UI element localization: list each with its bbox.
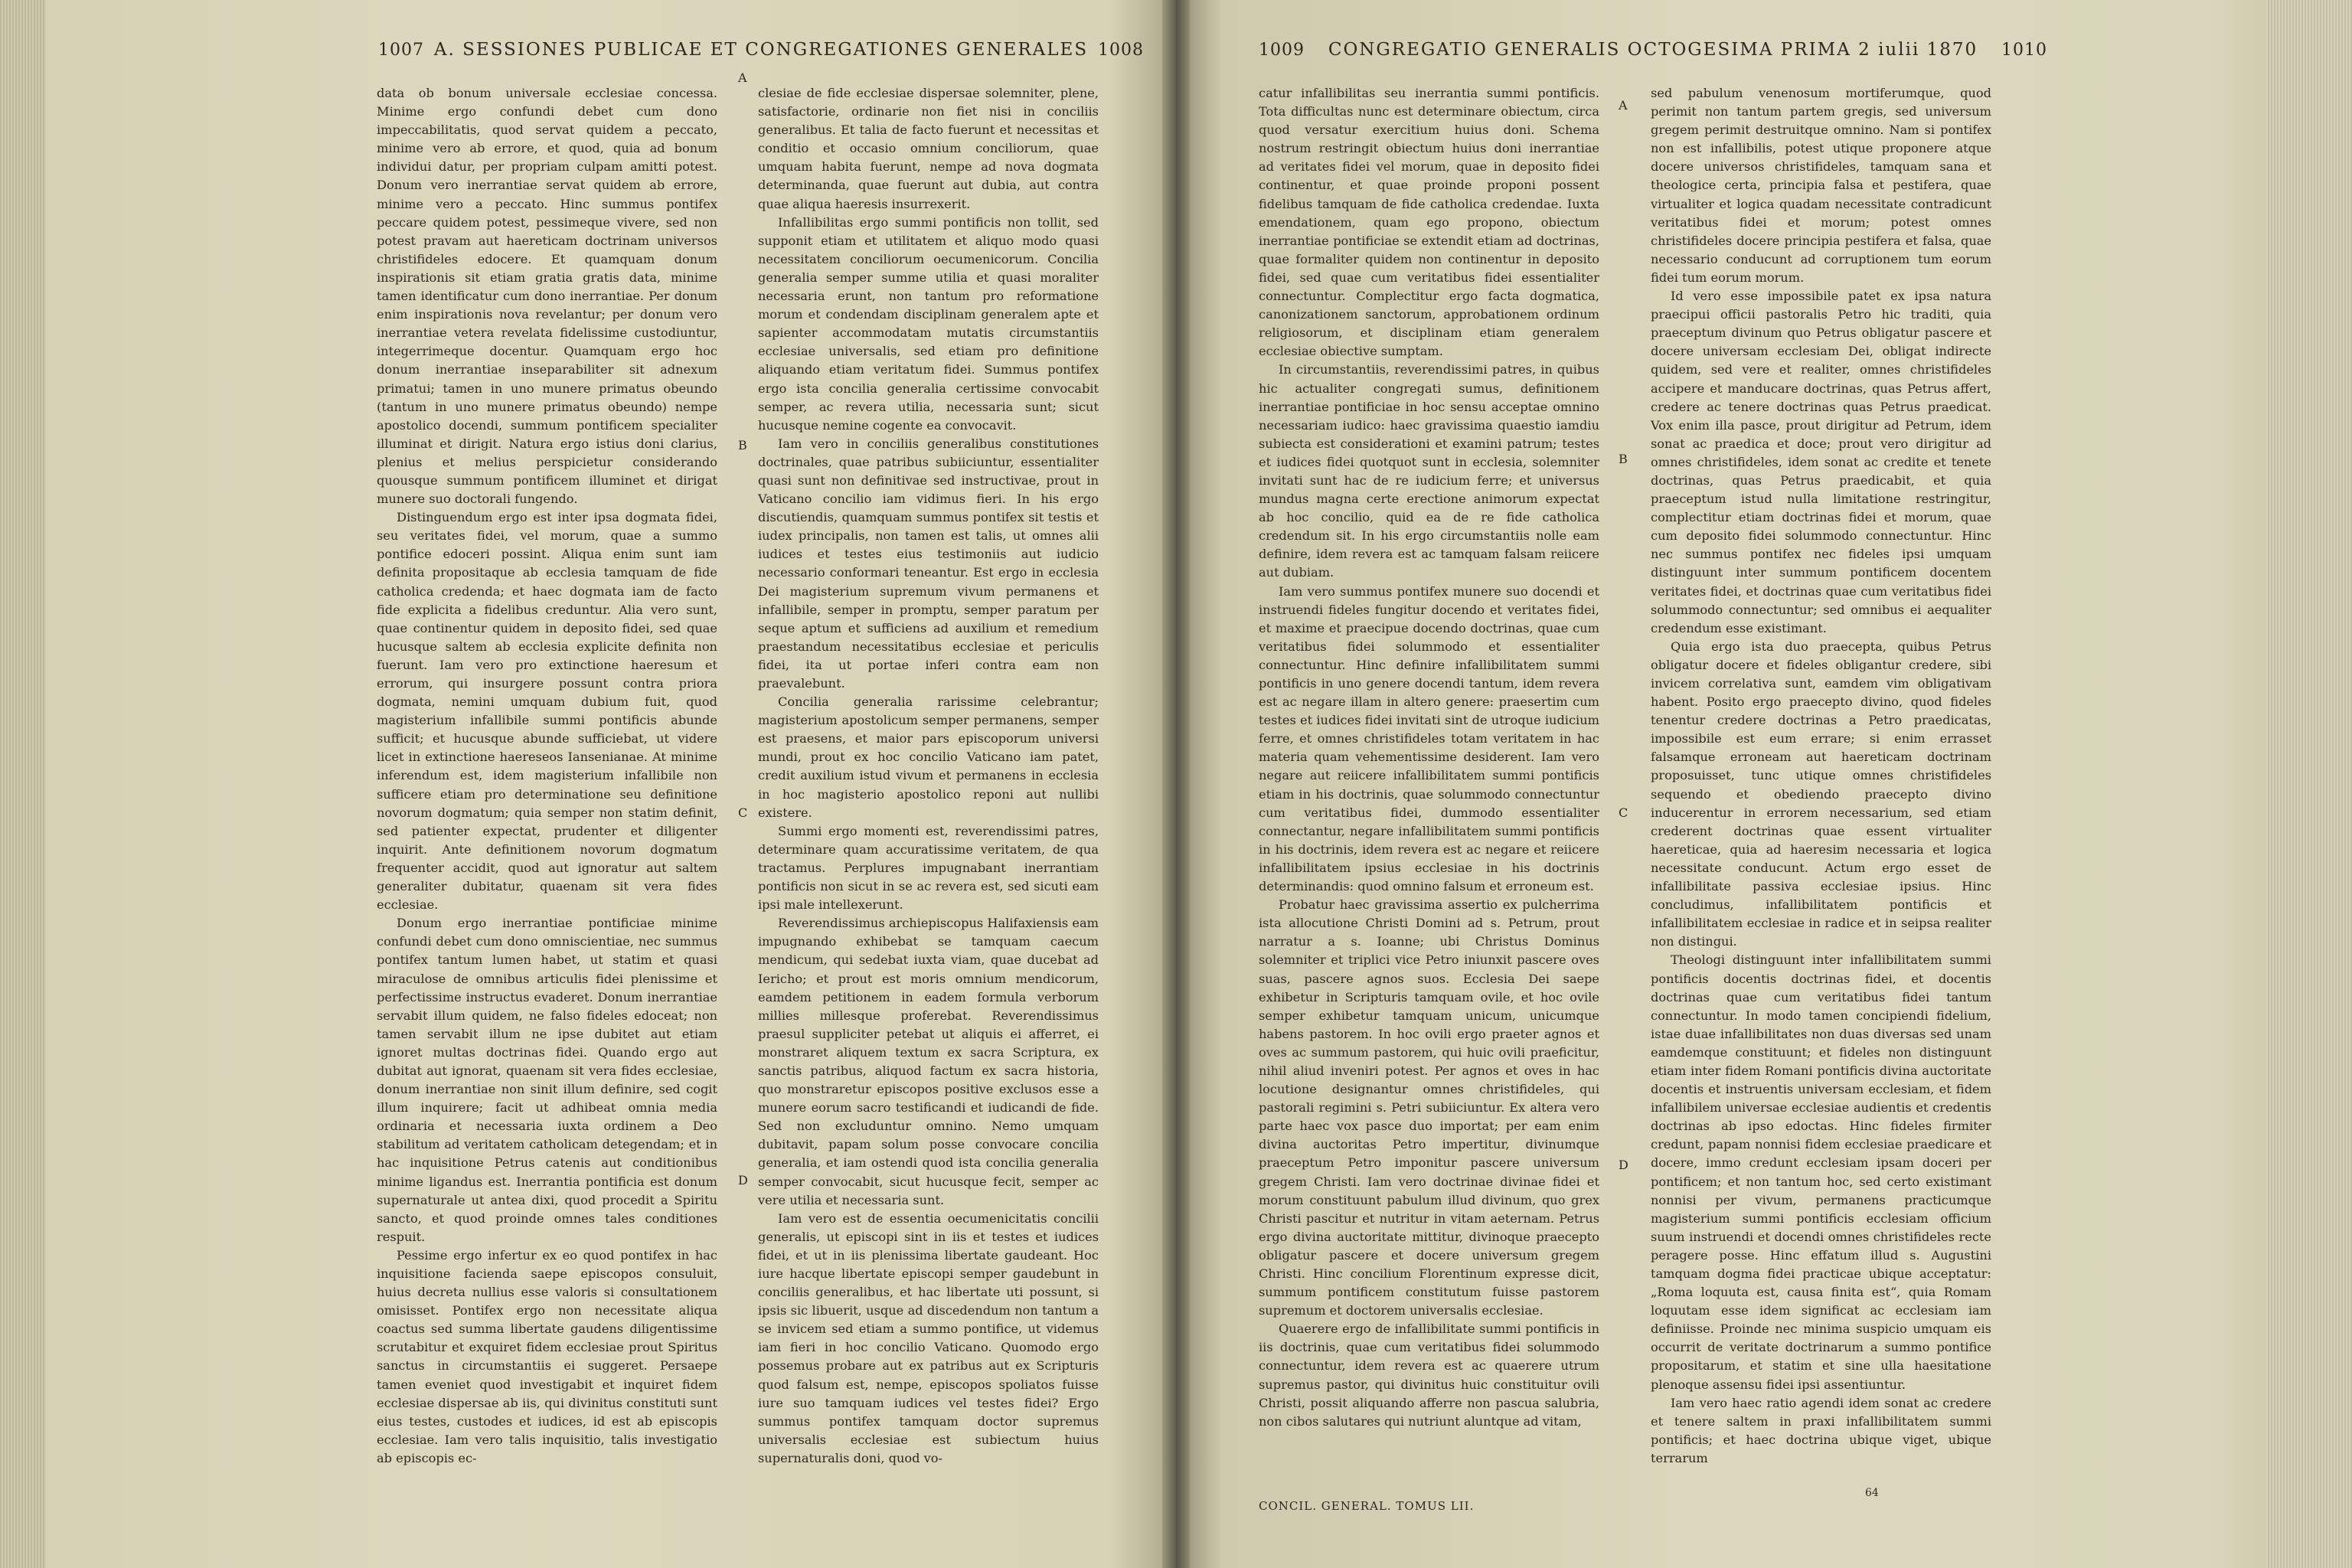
left-running-header <box>378 29 1144 60</box>
book-gutter <box>1162 0 1190 1568</box>
margin-mark-a: A <box>738 70 747 85</box>
left-page-edge <box>0 0 46 1568</box>
page-number: 1010 <box>2001 41 2047 60</box>
page-number: 1009 <box>1259 41 1305 60</box>
paragraph: Pessime ergo infertur ex eo quod pontifex in hac inquisitione facienda saepe episcopos consuluit, huius decreta nullius esse valoris si consultationem omisisset. Pontifex ergo non necessitate aliqua coactus sed summa libertate gaudens diligentissime scrutabitur et exquiret fidem ecclesiae prout Spiritus sanctus in circumstantiis ei suggeret. Persaepe tamen eveniet quod investigabit et inquiret fidem ecclesiae dispersae ab iis, qui divinitus constituti sunt eius testes, custodes et iudices, id est ab episcopis ecclesiae. Iam vero talis inquisitio, talis investigatio ab episcopis ec- <box>377 1247 717 1465</box>
margin-mark-b: B <box>1619 452 1628 466</box>
text-column-2 <box>758 84 1099 1468</box>
page-number: 1008 <box>1098 41 1144 60</box>
paragraph: data ob bonum universale ecclesiae concessa. Minime ergo confundi debet cum dono impeccabilitatis, quod servat quidem a peccato, minime vero ab errore, et quod, quia ad bonum individui datur, per propriam culpam amitti potest. Donum vero inerrantiae servat quidem ab errore, minime vero a peccato. Hinc summus pontifex peccare quidem potest, pessimeque vivere, sed non potest pravam aut haereticam doctrinam universos christifideles edocere. Et quamquam donum inspirationis sit etiam gratia gratis data, minime tamen identificatur cum dono inerrantiae. Per donum enim inspirationis nova revelantur; per donum vero inerrantiae vetera revelata fidelissime custodiuntur, integerrimeque docentur. Quamquam ergo hoc donum inerrantiae inseparabiliter sit adnexum primatui; tamen in uno munere primatus obeundo (tantum in uno munere primatus obeundo) nempe apostolico docendi, summum pontificem specialiter illuminat et dirigit. Natura ergo istius doni clarius, plenius et melius perspicietur considerando quousque summum pontificem illuminet et dirigat munere suo doctorali fungendo. <box>377 86 717 507</box>
paragraph: Quia ergo ista duo praecepta, quibus Petrus obligatur docere et fideles obligantur credere, sibi invicem correlativa sunt, eamdem vim obligativam habent. Posito ergo praecepto divino, quod fideles tenentur credere doctrinas a Petro praedicatas, impossibile est eum errare; si enim errasset falsamque erroneam aut haereticam doctrinam proposuisset, tunc utique omnes christifideles sequendo et obediendo praecepto divino inducerentur in errorem necessarium, sed etiam crederent doctrinas quae essent virtualiter haereticae, quia ad haeresim necessaria et logica necessitate conducunt. Actum ergo esset de infallibilitate passiva ecclesiae ipsius. Hinc concludimus, infallibilitatem pontificis et infallibilitatem ecclesiae in radice et in seipsa realiter non distingui. <box>1651 639 1991 949</box>
paragraph: Concilia generalia rarissime celebrantur; magisterium apostolicum semper permanens, semper est praesens, et maior pars episcoporum universi mundi, prout ex hoc concilio Vaticano iam patet, credit auxilium istud vivum et permanens in ecclesia in hoc magisterio apostolico reponi aut nullibi existere. <box>758 694 1099 820</box>
page-number: 1007 <box>378 41 424 60</box>
paragraph: Donum ergo inerrantiae pontificiae minime confundi debet cum dono omniscientiae, nec summus pontifex tantum lumen habet, ut statim et quasi miraculose de omnibus articulis fidei plenissime et perfectissime instructus evaderet. Donum inerrantiae servabit illum quidem, ne falso fideles edoceat; non tamen servabit illum ne ipse dubitet aut etiam ignoret multas doctrinas fidei. Quando ergo aut dubitat aut ignorat, quaenam sit vera fides ecclesiae, donum inerrantiae non sinit illum definire, sed cogit illum inquirere; facit ut adhibeat omnia media ordinaria et necessaria iuxta ordinem a Deo stabilitum ad veritatem catholicam detegendam; et in hac inquisitione Petrus catenis aut conditionibus minime ligandus est. Inerrantia pontificia est donum supernaturale ut antea dixi, quod procedit a Spiritu sancto, et quod proinde omnes tales conditiones respuit. <box>377 916 717 1244</box>
margin-mark-c: C <box>1619 805 1628 820</box>
signature-number: 64 <box>1865 1487 1879 1499</box>
paragraph: Summi ergo momenti est, reverendissimi patres, determinare quam accuratissime veritatem, de qua tractamus. Perplures impugnabant inerrantiam pontificis non sicut in se ac revera est, sed sicuti eam ipsi male intellexerunt. <box>758 823 1099 913</box>
paragraph: Theologi distinguunt inter infallibilitatem summi pontificis docentis doctrinas fidei, et docentis doctrinas quae cum veritatibus fidei tantum connectuntur. In modo tamen concipiendi fidelium, istae duae infallibilitates non duas diversas sed unam eamdemque constituunt; et fideles non distinguunt etiam inter fidem Romani pontificis divina auctoritate docentis et instruentis universam ecclesiam, et fidem infallibilem universae ecclesiae audientis et credentis doctrinas ab ipso edoctas. Hinc fideles firmiter credunt, papam nonnisi fidem ecclesiae praedicare et docere, immo credunt ecclesiam ipsam doceri per pontificem; et non tantum hoc, sed certo existimant nonnisi per vivum, permanens practicumque magisterium summi pontificis ecclesiam officium suum instruendi et docendi omnes christifideles recte peragere posse. Hinc effatum illud s. Augustini tamquam dogma fidei practicae ubique acceptatur: „Roma loquuta est, causa finita est“, quia Romam loquutam esse idem significat ac ecclesiam iam definiisse. Proinde nec minima suspicio umquam eis occurrit de veritate doctrinarum a summo pontifice propositarum, et statim et sine ulla haesitatione plenoque assensu fidei ipsi assentiuntur. <box>1651 952 1991 1392</box>
paragraph: Iam vero haec ratio agendi idem sonat ac credere et tenere saltem in praxi infallibilitatem summi pontificis; et haec doctrina ubique viget, ubique terrarum <box>1651 1395 1991 1465</box>
paragraph: In circumstantiis, reverendissimi patres, in quibus hic actualiter congregati sumus, definitionem inerrantiae pontificiae in hoc sensu acceptae omnino necessariam iudico: haec gravissima quaestio iamdiu subiecta est considerationi et examini patrum; testes et iudices fidei quotquot sunt in ecclesia, solemniter invitati sunt hac de re iudicium ferre; et universus mundus magna certe erectione animorum expectat ab hoc concilio, quid ea de re fide catholica credendum sit. In his ergo circumstantiis nolle eam definire, idem revera est ac tamquam falsam reiicere aut dubiam. <box>1259 362 1599 580</box>
text-column-1 <box>377 84 717 1468</box>
running-title: A. SESSIONES PUBLICAE ET CONGREGATIONES GENERALES <box>433 40 1089 60</box>
margin-mark-d: D <box>1619 1158 1628 1172</box>
paragraph: Probatur haec gravissima assertio ex pulcherrima ista allocutione Christi Domini ad s. Petrum, prout narratur a s. Ioanne; ubi Christus Dominus solemniter et triplici vice Petro iniunxit pascere oves suas, pascere agnos suos. Ecclesia Dei saepe exhibetur in Scripturis tamquam ovile, et hoc ovile semper exhibetur tamquam unicum, unicumque habens pastorem. In hoc ovili ergo praeter agnos et oves ac summum pastorem, qui huic ovili praeficitur, nihil aliud inveniri potest. Per agnos et oves in hac locutione designantur omnes christifideles, qui pastorali regimini s. Petri subiiciuntur. Ex altera vero parte haec vox pasce duo importat; per eam enim divina auctoritas Petro impertitur, divinumque praeceptum Petro imponitur pascere universum gregem Christi. Iam vero doctrinae divinae fidei et morum constituunt pabulum illud divinum, quo grex Christi pascitur et nutritur in vitam aeternam. Petrus ergo divina auctoritate mittitur, divinoque praecepto obligatur pascere et docere universum gregem Christi. Hinc concilium Florentinum expresse dicit, summum pontificem constitutum fuisse pastorem supremum et doctorem universalis ecclesiae. <box>1259 897 1599 1318</box>
paragraph: Quaerere ergo de infallibilitate summi pontificis in iis doctrinis, quae cum veritatibus fidei solummodo connectuntur, idem revera est ac quaerere utrum supremus pastor, qui divinitus huic constituitur ovili Christi, possit aliquando afferre non pascua salubria, non cibos salutares qui nutriunt aluntque ad vitam, <box>1259 1321 1599 1429</box>
paragraph: Distinguendum ergo est inter ipsa dogmata fidei, seu veritates fidei, vel morum, quae a summo pontifice edoceri possint. Aliqua enim sunt iam definita propositaque ab ecclesia tamquam de fide catholica credenda; et haec dogmata iam de facto fide explicita a fidelibus creduntur. Alia vero sunt, quae continentur quidem in deposito fidei, sed quae hucusque saltem ab ecclesia explicite definita non fuerunt. Iam vero pro extinctione haeresum et errorum, qui insurgere possunt contra priora dogmata, nemini umquam dubium fuit, quod magisterium infallibile summi pontificis abunde sufficit; et hucusque abunde sufficiebat, ut videre licet in extinctione haereseos Iansenianae. At minime inferendum est, idem magisterium infallibile non sufficere etiam pro determinatione seu definitione novorum dogmatum; quia semper non statim definit, sed patienter expectat, prudenter et diligenter inquirit. Ante definitionem novorum dogmatum frequenter accidit, quod aut ignoratur aut saltem generaliter dubitatur, quaenam sit vera fides ecclesiae. <box>377 510 717 913</box>
paragraph: Id vero esse impossibile patet ex ipsa natura praecipui officii pastoralis Petro hic traditi, quia praeceptum divinum quo Petrus obligatur pascere et docere universam ecclesiam Dei, obligat indirecte quidem, sed vere et realiter, omnes christifideles accipere et manducare doctrinas, quas Petrus affert, credere ac tenere doctrinas quas Petrus praedicat. Vox enim illa pasce, prout dirigitur ad Petrum, idem sonat ac praedica et doce; prout vero dirigitur ad omnes christifideles, idem sonat ac credite et tenete doctrinas, quas Petrus praedicabit, et quia praeceptum istud nulla limitatione restringitur, complectitur etiam doctrinas fidei et morum, quae cum deposito fidei solummodo connectuntur. Hinc nec summus pontifex nec fideles ipsi umquam distinguunt inter summum pontificem docentem veritates fidei, et doctrinas quae cum veritatibus fidei solummodo connectuntur; sed omnibus ei aequaliter credendum esse existimant. <box>1651 289 1991 635</box>
margin-mark-b: B <box>738 438 747 452</box>
margin-mark-d: D <box>738 1173 748 1187</box>
margin-mark-a: A <box>1619 98 1628 113</box>
text-column-2 <box>1651 84 1991 1468</box>
paragraph: catur infallibilitas seu inerrantia summi pontificis. Tota difficultas nunc est determinare obiectum, circa quod versatur exercitium huius doni. Schema nostrum restringit obiectum huius doni inerrantiae ad veritates fidei vel morum, quae in deposito fidei continentur, et quae proinde proponi possent fidelibus tamquam de fide catholica credendae. Iuxta emendationem, quam ego propono, obiectum inerrantiae pontificiae se extendit etiam ad doctrinas, quae formaliter quidem non continentur in deposito fidei, sed quae cum veritatibus fidei essentialiter connectuntur. Complectitur ergo facta dogmatica, canonizationem sanctorum, approbationem ordinum religiosorum, et disciplinam etiam generalem ecclesiae obiective sumptam. <box>1259 86 1599 359</box>
right-running-header <box>1259 29 2047 60</box>
paragraph: Iam vero in conciliis generalibus constitutiones doctrinales, quae patribus subiiciuntur, essentialiter quasi sunt non definitivae sed instructivae, prout in Vaticano concilio iam vidimus fieri. In his ergo discutiendis, quamquam summus pontifex sit testis et iudex principalis, non tamen est talis, ut omnes alii iudices et testes eius testimoniis aut iudicio necessario conformari teneantur. Est ergo in ecclesia Dei magisterium supremum vivum permanens et infallibile, semper in promptu, semper paratum per seque aptum et sufficiens ad auxilium et remedium praestandum necessitatibus ecclesiae et periculis fidei, ita ut portae inferi contra eam non praevalebunt. <box>758 436 1099 691</box>
text-column-1 <box>1259 84 1599 1431</box>
paragraph: clesiae de fide ecclesiae dispersae solemniter, plene, satisfactorie, ordinarie non fiet nisi in conciliis generalibus. Et talia de facto fuerunt et necessitas et conditio et occasio omnium conciliorum, quae umquam habita fuerunt, nempe ad nova dogmata determinanda, quae fuerunt aut dubia, aut contra quae aliqua haeresis insurrexerit. <box>758 86 1099 211</box>
paragraph: Reverendissimus archiepiscopus Halifaxiensis eam impugnando exhibebat se tamquam caecum mendicum, qui sedebat iuxta viam, quae ducebat ad Iericho; et prout est moris omnium mendicorum, eamdem petitionem in eadem formula verborum millies millesque proferebat. Reverendissimus praesul suppliciter petebat ut aliquis ei afferret, ei monstraret aliquem textum ex sacra Scriptura, ex sanctis patribus, aliquod factum ex sacra historia, quo monstraretur episcopos positive exclusos esse a munere eorum sacro testificandi et iudicandi de fide. Sed non excluduntur omnino. Nemo umquam dubitavit, papam solum posse convocare concilia generalia, et iam ostendi quod ista concilia generalia semper convocabit, sicut hucusque fecit, semper ac vere utilia et necessaria sunt. <box>758 916 1099 1207</box>
running-title: CONGREGATIO GENERALIS OCTOGESIMA PRIMA 2 iulii 1870 <box>1328 40 1978 60</box>
paragraph: sed pabulum venenosum mortiferumque, quod perimit non tantum partem gregis, sed universum gregem perimit destruitque omnino. Nam si pontifex non est infallibilis, potest utique proponere atque docere universos christifideles, tamquam sana et theologice certa, principia falsa et pestifera, quae virtualiter et logica quadam necessitate contradicunt veritatibus fidei et morum; potest omnes christifideles docere principia pestifera et falsa, quae necessario conducunt ad corruptionem tum eorum fidei tum eorum morum. <box>1651 86 1991 285</box>
right-page-edge <box>2266 0 2352 1568</box>
paragraph: Iam vero est de essentia oecumenicitatis concilii generalis, ut episcopi sint in iis et testes et iudices fidei, et ut in iis plenissima libertate gaudeant. Hoc iure hacque libertate episcopi semper gaudebunt in conciliis generalibus, et hac libertate uti possunt, si ipsis sic libuerit, usque ad discedendum non tantum a se invicem sed etiam a summo pontifice, ut videmus iam fieri in hoc concilio Vaticano. Quomodo ergo possemus probare aut ex patribus aut ex Scripturis quod falsum est, nempe, episcopos spoliatos fuisse iure suo tamquam iudices vel testes fidei? Ergo summus pontifex tamquam doctor supremus universalis ecclesiae est subiectum huius supernaturalis doni, quod vo- <box>758 1210 1099 1465</box>
right-page <box>1176 0 2352 1568</box>
paragraph: Iam vero summus pontifex munere suo docendi et instruendi fideles fungitur docendo et veritates fidei, et maxime et praecipue docendo doctrinas, quae cum veritatibus fidei solummodo et essentialiter connectuntur. Hinc definire infallibilitatem summi pontificis in uno genere docendi tantum, idem revera est ac negare illam in altero genere: praesertim cum testes et iudices fidei invitati sint de utroque iudicium ferre, et omnes christifideles totam veritatem in hac materia quam vehementissime desiderent. Iam vero negare aut reiicere infallibilitatem summi pontificis etiam in his doctrinis, quae solummodo connectuntur cum veritatibus fidei, dummodo essentialiter connectantur, negare infallibilitatem summi pontificis in his doctrinis, idem revera est ac negare et reiicere infallibilitatem ipsius ecclesiae in his doctrinis determinandis: quod omnino falsum et erroneum est. <box>1259 583 1599 894</box>
paragraph: Infallibilitas ergo summi pontificis non tollit, sed supponit etiam et utilitatem et aliquo modo quasi necessitatem conciliorum oecumenicorum. Concilia generalia semper summe utilia et quasi moraliter necessaria erunt, non tantum pro reformatione morum et condendam disciplinam generalem apte et sapienter accommodatam mutatis circumstantiis ecclesiae universalis, sed etiam pro definitione aliquando etiam veritatum fidei. Summus pontifex ergo ista concilia generalia certissime convocabit semper, ac revera utilia, necessaria sunt; sicut hucusque nemine cogente ea convocavit. <box>758 214 1099 433</box>
footer-volume: CONCIL. GENERAL. TOMUS LII. <box>1259 1499 1475 1513</box>
margin-mark-c: C <box>738 805 748 820</box>
